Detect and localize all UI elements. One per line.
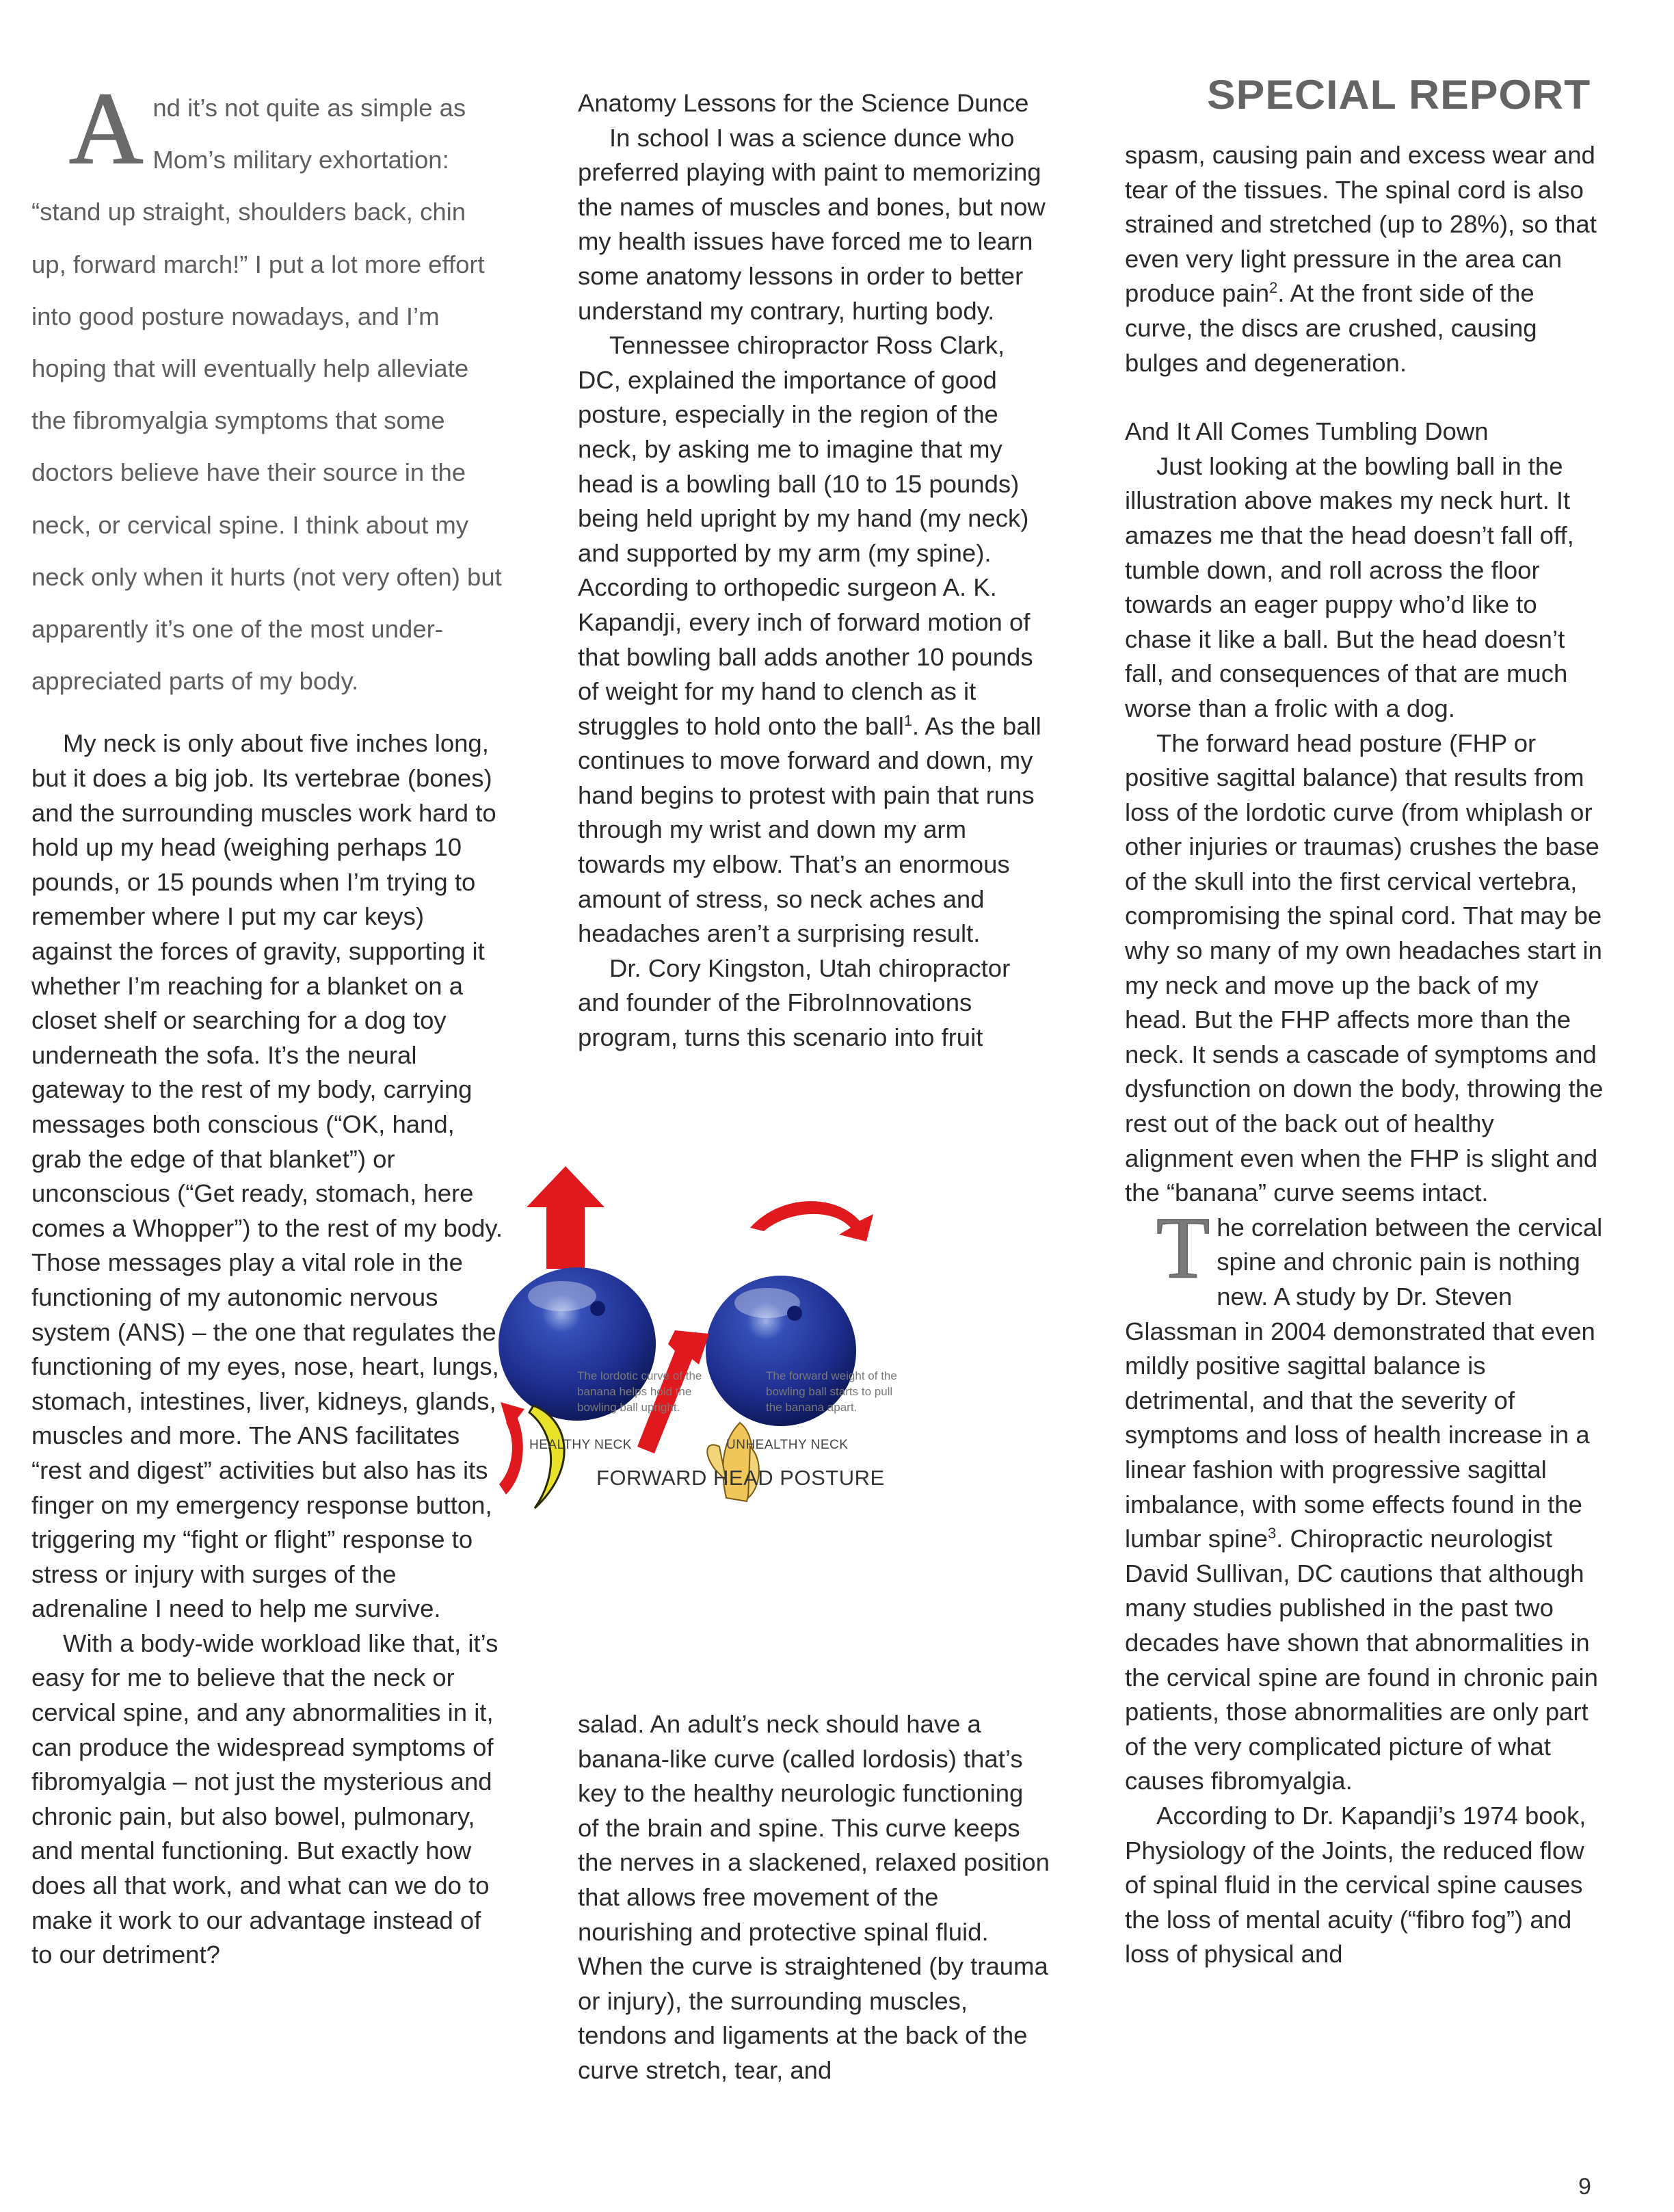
footnote-ref: 3 (1267, 1525, 1277, 1542)
drop-cap-t: T (1156, 1198, 1210, 1296)
section-header: SPECIAL REPORT (1207, 72, 1591, 118)
section-heading: Anatomy Lessons for the Science Dunce (578, 89, 1029, 117)
unhealthy-neck-label: UNHEALTHY NECK (726, 1438, 849, 1452)
dropcap-paragraph (1125, 1198, 1604, 1799)
paragraph-text: . Chiropractic neurologist David Sullivan, DC cautions that although many studies published in the past two decades have shown that abnormalities in the cervical spine are found in chronic pain patients, those abnormalities are only part of the very complicated picture of what causes fibromyalgia. (1125, 1525, 1598, 1795)
body-paragraph: salad. An adult’s neck should have a banana-like curve (called lordosis) that’s key to the healthy neurologic functioning of the brain and spine. This curve keeps the nerves in a slackened, relaxed position that allows free movement of the nourishing and protective spinal fluid. When the curve is straightened (by trauma or injury), the surrounding muscles, tendons and ligaments at the back of the curve stretch, tear, and (578, 1710, 1050, 2084)
up-arrow-icon (527, 1166, 604, 1269)
healthy-neck-label: HEALTHY NECK (529, 1438, 632, 1452)
body-paragraph: My neck is only about five inches long, but it does a big job. Its vertebrae (bones) and the surrounding muscles work hard to hold up my head (weighing perhaps 10 pounds, or 15 pounds when I’m trying to remember where I put my car keys) against the forces of gravity, supporting it whether I’m reaching for a blanket on a closet shelf or searching for a dog toy underneath the sofa. It’s the neural gateway to the rest of my body, carrying messages both conscious (“OK, hand, grab the edge of that blanket”) or unconscious (“Get ready, stomach, here comes a Whopper”) to the rest of my body. Those messages play a vital role in the functioning of my autonomic nervous system (ANS) – the one that regulates the functioning of my eyes, nose, heart, lungs, stomach, intestines, liver, kidneys, glands, muscles and more. The ANS facilitates “rest and digest” activities but also has its finger on my emergency response button, triggering my “fight or flight” response to stress or injury with surges of the adrenaline I need to help me survive. (31, 729, 503, 1623)
curved-arrow-left-icon (499, 1402, 524, 1495)
figure-title: FORWARD HEAD POSTURE (596, 1466, 885, 1490)
intro-paragraph (31, 72, 503, 707)
body-paragraph: With a body-wide workload like that, it’s easy for me to believe that the neck or cervical spine, and any abnormalities in it, can produce the widespread symptoms of fibromyalgia – not just the mysterious and chronic pain, but also bowel, pulmonary, and mental functioning. But exactly how does all that work, and what can we do to make it work to our advantage instead of to our detriment? (31, 1629, 499, 1969)
intro-text: nd it’s not quite as simple as Mom’s military exhortation: “stand up straight, shoulders back, chin up, forward march!” I put a lot more effort into good posture nowadays, and I’m hoping that will eventually help alleviate the fibromyalgia symptoms that some doctors believe have their source in the neck, or cervical spine. I think about my neck only when it hurts (not very often) but apparently it’s one of the most under-appreciated parts of my body. (31, 94, 502, 696)
middle-column (578, 86, 1050, 1055)
body-paragraph (578, 328, 1050, 951)
left-column (31, 72, 503, 1973)
right-column (1125, 138, 1604, 1972)
drop-cap-a: A (69, 72, 144, 185)
section-heading: And It All Comes Tumbling Down (1125, 417, 1489, 446)
footnote-ref: 1 (903, 711, 913, 729)
body-paragraph (1125, 138, 1604, 380)
healthy-caption: The lordotic curve of the banana helps hold the bowling ball upright. (577, 1369, 702, 1414)
paragraph-text: Tennessee chiropractor Ross Clark, DC, explained the importance of good posture, especially in the region of the neck, by asking me to imagine that my head is a bowling ball (10 to 15 pounds) being held upright by my hand (my neck) and supported by my arm (my spine). According to orthopedic surgeon A. K. Kapandji, every inch of forward motion of that bowling ball adds another 10 pounds of weight for my hand to clench as it struggles to hold onto the ball (578, 331, 1033, 740)
forward-head-posture-figure (494, 1139, 1116, 1665)
page-number: 9 (1578, 2174, 1591, 2200)
body-paragraph: Just looking at the bowling ball in the illustration above makes my neck hurt. It amazes me that the head doesn’t fall off, tumble down, and roll across the floor towards an eager puppy who’d like to chase it like a ball. But the head doesn’t fall, and consequences of that are much worse than a frolic with a dog. (1125, 451, 1574, 722)
body-paragraph: In school I was a science dunce who preferred playing with paint to memorizing the names of muscles and bones, but now my health issues have forced me to learn some anatomy lessons in order to better understand my contrary, hurting body. (578, 123, 1046, 325)
middle-column-lower (578, 1707, 1050, 2088)
paragraph-text: he correlation between the cervical spine and chronic pain is nothing new. A study by Dr. Steven Glassman in 2004 demonstrated that even mildly positive sagittal balance is detrimental, and that the severity of symptoms and loss of health increase in a linear fashion with progressive sagittal imbalance, with some effects found in the lumbar spine (1125, 1213, 1603, 1553)
footnote-ref: 2 (1269, 279, 1278, 297)
body-paragraph: Dr. Cory Kingston, Utah chiropractor and founder of the FibroInnovations program, turns this scenario into fruit (578, 953, 1011, 1052)
unhealthy-caption: The forward weight of the bowling ball starts to pull the banana apart. (766, 1369, 897, 1414)
paragraph-text: . At the front side of the curve, the discs are crushed, causing bulges and degeneration. (1125, 279, 1537, 377)
curved-arrow-forward-icon (750, 1201, 873, 1241)
paragraph-text: spasm, causing pain and excess wear and tear of the tissues. The spinal cord is also strained and stretched (up to 28%), so that even very light pressure in the area can produce pain (1125, 141, 1597, 308)
body-paragraph: According to Dr. Kapandji’s 1974 book, Physiology of the Joints, the reduced flow of spinal fluid in the cervical spine causes the loss of mental acuity (“fibro fog”) and loss of physical and (1125, 1801, 1586, 1969)
banana-healthy-icon (529, 1406, 564, 1508)
body-paragraph: The forward head posture (FHP or positive sagittal balance) that results from loss of the lordotic curve (from whiplash or other injuries or traumas) crushes the base of the skull into the first cervical vertebra, compromising the spinal cord. That may be why so many of my own headaches start in my neck and move up the back of my head. But the FHP affects more than the neck. It sends a cascade of symptoms and dysfunction on down the body, throwing the rest out of the back out of healthy alignment even when the FHP is slight and the “banana” curve seems intact. (1125, 728, 1604, 1207)
paragraph-text: . As the ball continues to move forward and down, my hand begins to protest with pain that runs through my wrist and down my arm towards my elbow. That’s an enormous amount of stress, so neck aches and headaches aren’t a surprising result. (578, 711, 1041, 948)
